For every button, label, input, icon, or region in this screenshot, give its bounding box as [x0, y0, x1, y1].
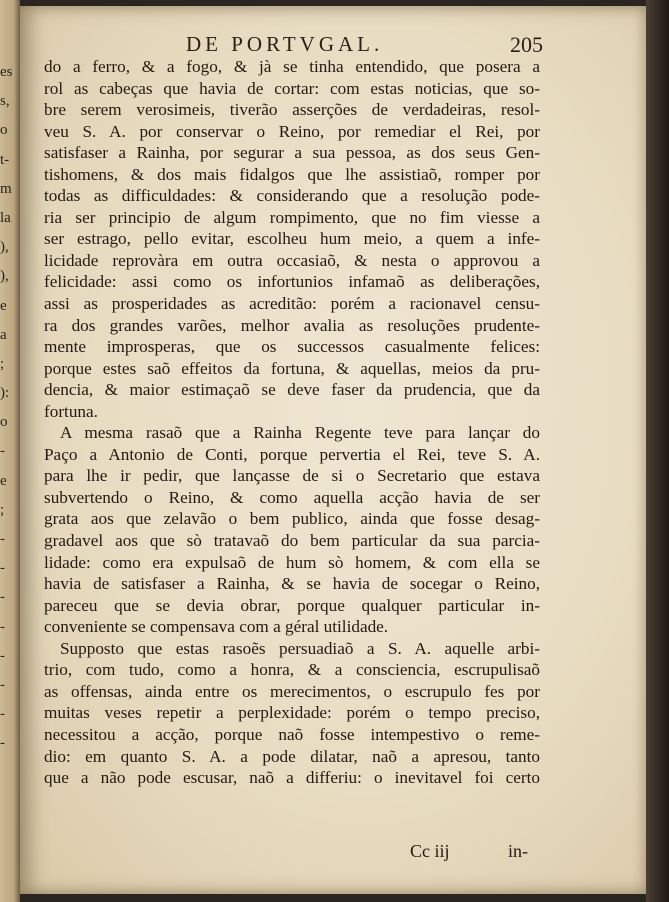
text-line: ra dos grandes varões, melhor avalia as resoluções prudente- [44, 315, 540, 335]
facing-fragment: - [0, 647, 5, 664]
signature-mark: Cc iij [410, 841, 450, 861]
facing-fragment: e [0, 297, 7, 314]
facing-fragment: - [0, 560, 5, 577]
text-line: conveniente se compensava com a géral utilidade. [44, 617, 389, 637]
catchword: in- [508, 841, 528, 861]
page-edge-shadow [646, 0, 669, 902]
text-line: lidade: como era expulsaõ de hum sò homem, & com ella se [44, 552, 540, 572]
facing-fragment: o [0, 122, 8, 139]
text-line: do a ferro, & a fogo, & jà se tinha entendido, que posera a [44, 57, 540, 76]
facing-fragment: ), [0, 268, 9, 285]
text-line: as offensas, ainda entre os merecimentos, o escrupulo fes por [44, 681, 540, 701]
text-line: grata aos que zelavão o bem publico, ainda que fosse desag- [44, 509, 540, 529]
text-line: necessitou a acção, porque naõ fosse intempestivo o reme- [44, 724, 540, 744]
facing-fragment: - [0, 706, 5, 723]
facing-page-margin [0, 0, 20, 902]
text-line: satisfaser a Rainha, por segurar a sua pessoa, as dos seus Gen- [44, 143, 540, 163]
facing-fragment: ), [0, 239, 9, 256]
text-line: A mesma rasaõ que a Rainha Regente teve para lançar do [60, 423, 540, 443]
text-line: veu S. A. por conservar o Reino, por remediar el Rei, por [44, 121, 540, 141]
facing-fragment: es [0, 64, 13, 80]
text-line: rol as cabeças que havia de cortar: com estas noticias, que so- [44, 78, 540, 98]
text-line: muitas veses repetir a perplexidade: porém o tempo preciso, [44, 703, 540, 723]
text-line: ria ser principio de algum rompimento, que no fim viesse a [44, 207, 540, 227]
text-line: dencia, & maior estimaçaõ se deve faser da prudencia, que da [44, 380, 540, 400]
running-head [20, 32, 646, 58]
facing-fragment: - [0, 443, 5, 460]
book-page [20, 6, 646, 894]
facing-fragment: ): [0, 385, 10, 402]
text-line: felicidade: assi como os infortunios infamaõ as deliberações, [44, 272, 540, 292]
facing-fragment: - [0, 618, 5, 635]
text-line: Supposto que estas rasoẽs persuadiaõ a S. A. aquelle arbi- [60, 638, 540, 658]
text-line: havia de satisfaser a Rainha, & se havia de socegar o Reino, [44, 574, 540, 594]
text-line: trio, com tudo, como a honra, & a consciencia, escrupulisaõ [44, 660, 540, 680]
text-line: porque estes saõ effeitos da fortuna, & aquellas, meios da pru- [44, 358, 540, 378]
facing-fragment: s, [0, 93, 10, 110]
running-title: DE PORTVGAL. [186, 32, 384, 56]
text-line: assi as prosperidades as acreditão: porém a racionavel censu- [44, 294, 540, 314]
text-line: para lhe ir pedir, que lançasse de si o Secretario que estava [44, 466, 540, 486]
text-line: licidade reprovàra em outra occasiaõ, & nesta o approvou a [44, 250, 540, 270]
page-footer [20, 841, 646, 865]
facing-fragment: ; [0, 355, 5, 372]
page-number: 205 [510, 32, 543, 57]
facing-page-text-fragments [0, 58, 14, 759]
facing-fragment: e [0, 472, 7, 489]
text-line: Paço a Antonio de Conti, porque pervertia el Rei, teve S. A. [44, 444, 540, 464]
text-line: fortuna. [44, 401, 98, 421]
facing-fragment: ; [0, 501, 5, 518]
facing-fragment: - [0, 589, 5, 606]
facing-fragment: o [0, 414, 8, 431]
text-line: subvertendo o Reino, & como aquella acção havia de ser [44, 487, 540, 507]
facing-fragment: a [0, 326, 7, 343]
body-text [44, 56, 540, 789]
facing-fragment: la [0, 209, 11, 226]
text-line: que a não pode escusar, naõ a differiu: o inevitavel foi certo [44, 768, 540, 788]
facing-fragment: - [0, 676, 5, 693]
text-line: todas as difficuldades: & considerando que a resolução pode- [44, 186, 540, 206]
facing-fragment: m [0, 180, 12, 197]
facing-fragment: - [0, 735, 5, 752]
facing-fragment: - [0, 531, 5, 547]
text-line: bre serem verosimeis, tiverão asserções de verdadeiras, resol- [44, 100, 540, 120]
text-line: pareceu que se devia obrar, porque qualquer particular in- [44, 595, 540, 615]
text-line: tishomens, & dos mais fidalgos que lhe assistiaõ, romper por [44, 164, 540, 184]
text-line: ser estrago, pello evitar, escolheu hum meio, a quem a infe- [44, 229, 540, 249]
text-line: gradavel aos que sò tratavaõ do bem particular da sua parcia- [44, 531, 540, 551]
facing-fragment: t- [0, 151, 10, 168]
text-line: mente improsperas, que os successos casualmente felices: [44, 337, 540, 357]
text-line: dio: em quanto S. A. a pode dilatar, naõ a apresou, tanto [44, 746, 540, 766]
